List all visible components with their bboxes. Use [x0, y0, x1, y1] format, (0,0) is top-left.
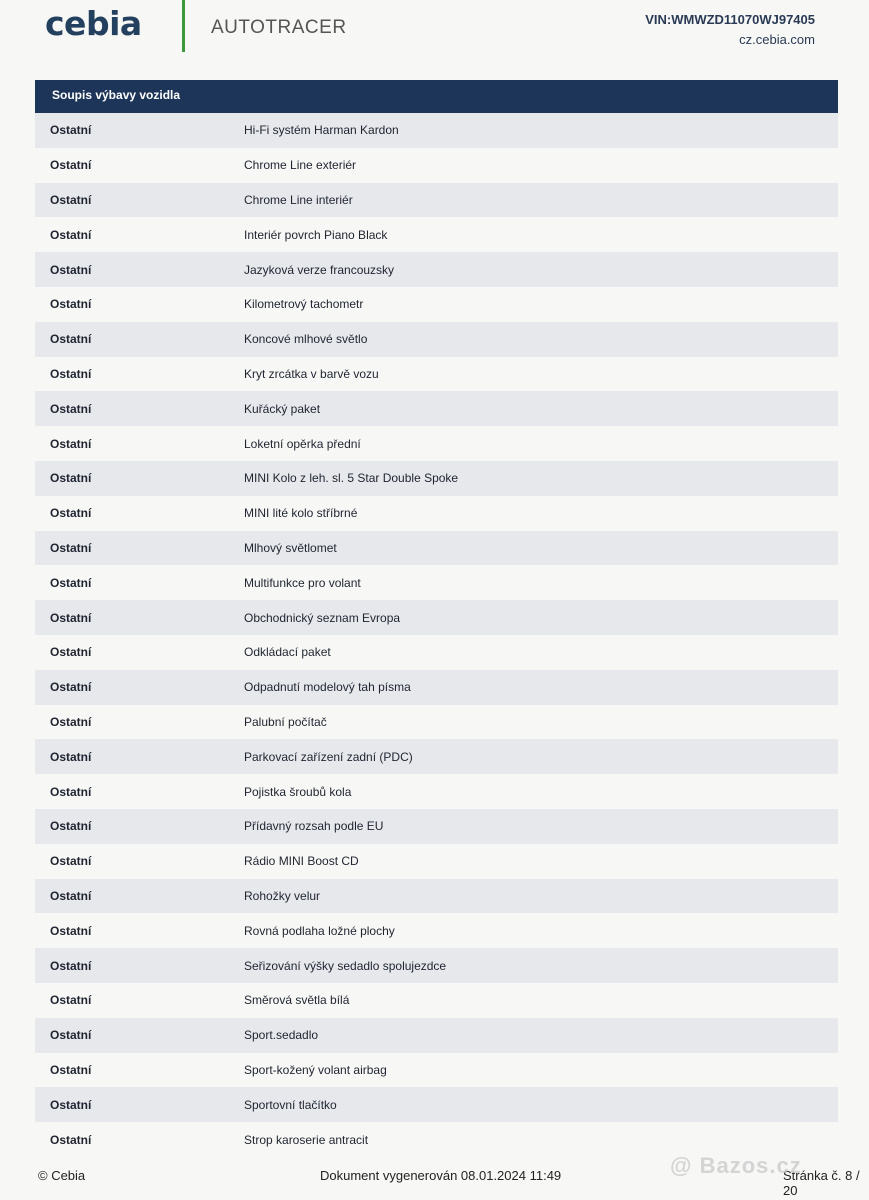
- row-category: Ostatní: [50, 993, 92, 1008]
- row-category: Ostatní: [50, 680, 92, 695]
- table-row: [35, 705, 838, 740]
- table-row: [35, 426, 838, 461]
- table-row: [35, 1053, 838, 1088]
- table-row: [35, 461, 838, 496]
- row-equipment-item: Koncové mlhové světlo: [244, 332, 368, 347]
- equipment-table-title: Soupis výbavy vozidla: [35, 80, 838, 113]
- row-equipment-item: Rovná podlaha ložné plochy: [244, 923, 395, 938]
- row-category: Ostatní: [50, 1028, 92, 1043]
- table-row: [35, 252, 838, 287]
- row-equipment-item: Rohožky velur: [244, 888, 321, 903]
- product-name: AUTOTRACER: [211, 17, 347, 38]
- table-row: [35, 217, 838, 252]
- row-category: Ostatní: [50, 506, 92, 521]
- row-equipment-item: Multifunkce pro volant: [244, 575, 361, 590]
- row-equipment-item: Přídavný rozsah podle EU: [244, 819, 384, 834]
- row-category: Ostatní: [50, 1097, 92, 1112]
- row-category: Ostatní: [50, 332, 92, 347]
- row-category: Ostatní: [50, 923, 92, 938]
- row-equipment-item: Interiér povrch Piano Black: [244, 227, 388, 242]
- row-category: Ostatní: [50, 401, 92, 416]
- table-row: [35, 670, 838, 705]
- page-number: Stránka č. 8 / 20: [783, 1168, 860, 1198]
- row-equipment-item: Kuřácký paket: [244, 401, 321, 416]
- row-category: Ostatní: [50, 888, 92, 903]
- equipment-table: [35, 113, 838, 1157]
- row-category: Ostatní: [50, 645, 92, 660]
- row-equipment-item: Kilometrový tachometr: [244, 297, 364, 312]
- row-equipment-item: Loketní opěrka přední: [244, 436, 361, 451]
- row-equipment-item: Jazyková verze francouzsky: [244, 262, 395, 277]
- row-category: Ostatní: [50, 192, 92, 207]
- row-equipment-item: Odkládací paket: [244, 645, 331, 660]
- row-category: Ostatní: [50, 1132, 92, 1147]
- page-header: [0, 0, 869, 70]
- table-row: [35, 565, 838, 600]
- row-category: Ostatní: [50, 958, 92, 973]
- table-row: [35, 183, 838, 218]
- table-row: [35, 913, 838, 948]
- row-category: Ostatní: [50, 297, 92, 312]
- row-equipment-item: Chrome Line exteriér: [244, 158, 357, 173]
- row-equipment-item: Odpadnutí modelový tah písma: [244, 680, 411, 695]
- row-category: Ostatní: [50, 819, 92, 834]
- table-row: [35, 391, 838, 426]
- row-category: Ostatní: [50, 575, 92, 590]
- table-row: [35, 635, 838, 670]
- row-equipment-item: MINI lité kolo stříbrné: [244, 506, 358, 521]
- row-equipment-item: Pojistka šroubů kola: [244, 784, 352, 799]
- row-equipment-item: Sport.sedadlo: [244, 1028, 319, 1043]
- row-category: Ostatní: [50, 540, 92, 555]
- row-equipment-item: Sportovní tlačítko: [244, 1097, 337, 1112]
- row-equipment-item: Rádio MINI Boost CD: [244, 854, 359, 869]
- row-equipment-item: Strop karoserie antracit: [244, 1132, 369, 1147]
- row-category: Ostatní: [50, 1062, 92, 1077]
- table-row: [35, 1087, 838, 1122]
- table-row: [35, 148, 838, 183]
- row-equipment-item: Hi-Fi systém Harman Kardon: [244, 123, 399, 138]
- table-row: [35, 1122, 838, 1157]
- row-category: Ostatní: [50, 784, 92, 799]
- row-category: Ostatní: [50, 610, 92, 625]
- row-category: Ostatní: [50, 366, 92, 381]
- row-category: Ostatní: [50, 749, 92, 764]
- table-row: [35, 983, 838, 1018]
- vin-number: VIN:WMWZD11070WJ97405: [645, 12, 815, 27]
- generated-date: Dokument vygenerován 08.01.2024 11:49: [320, 1168, 562, 1183]
- row-category: Ostatní: [50, 436, 92, 451]
- table-row: [35, 287, 838, 322]
- table-row: [35, 496, 838, 531]
- table-row: [35, 809, 838, 844]
- row-category: Ostatní: [50, 471, 92, 486]
- table-row: [35, 322, 838, 357]
- row-category: Ostatní: [50, 714, 92, 729]
- row-equipment-item: Směrová světla bílá: [244, 993, 350, 1008]
- row-category: Ostatní: [50, 227, 92, 242]
- row-category: Ostatní: [50, 854, 92, 869]
- row-equipment-item: Chrome Line interiér: [244, 192, 353, 207]
- logo-divider: [182, 0, 185, 52]
- website-link[interactable]: cz.cebia.com: [739, 32, 815, 47]
- row-equipment-item: Kryt zrcátka v barvě vozu: [244, 366, 379, 381]
- row-equipment-item: Mlhový světlomet: [244, 540, 337, 555]
- table-row: [35, 948, 838, 983]
- row-equipment-item: Parkovací zařízení zadní (PDC): [244, 749, 413, 764]
- table-row: [35, 844, 838, 879]
- table-row: [35, 1018, 838, 1053]
- table-row: [35, 600, 838, 635]
- cebia-logo: cebia: [45, 4, 142, 43]
- table-row: [35, 113, 838, 148]
- table-row: [35, 739, 838, 774]
- row-category: Ostatní: [50, 158, 92, 173]
- table-row: [35, 879, 838, 914]
- row-equipment-item: Seřizování výšky sedadlo spolujezdce: [244, 958, 447, 973]
- copyright: © Cebia: [38, 1168, 86, 1183]
- row-category: Ostatní: [50, 262, 92, 277]
- table-row: [35, 357, 838, 392]
- watermark: @ Bazos.cz: [670, 1153, 802, 1178]
- row-equipment-item: Palubní počítač: [244, 714, 327, 729]
- row-category: Ostatní: [50, 123, 92, 138]
- row-equipment-item: Sport-kožený volant airbag: [244, 1062, 387, 1077]
- row-equipment-item: Obchodnický seznam Evropa: [244, 610, 401, 625]
- row-equipment-item: MINI Kolo z leh. sl. 5 Star Double Spoke: [244, 471, 459, 486]
- table-row: [35, 774, 838, 809]
- table-row: [35, 531, 838, 566]
